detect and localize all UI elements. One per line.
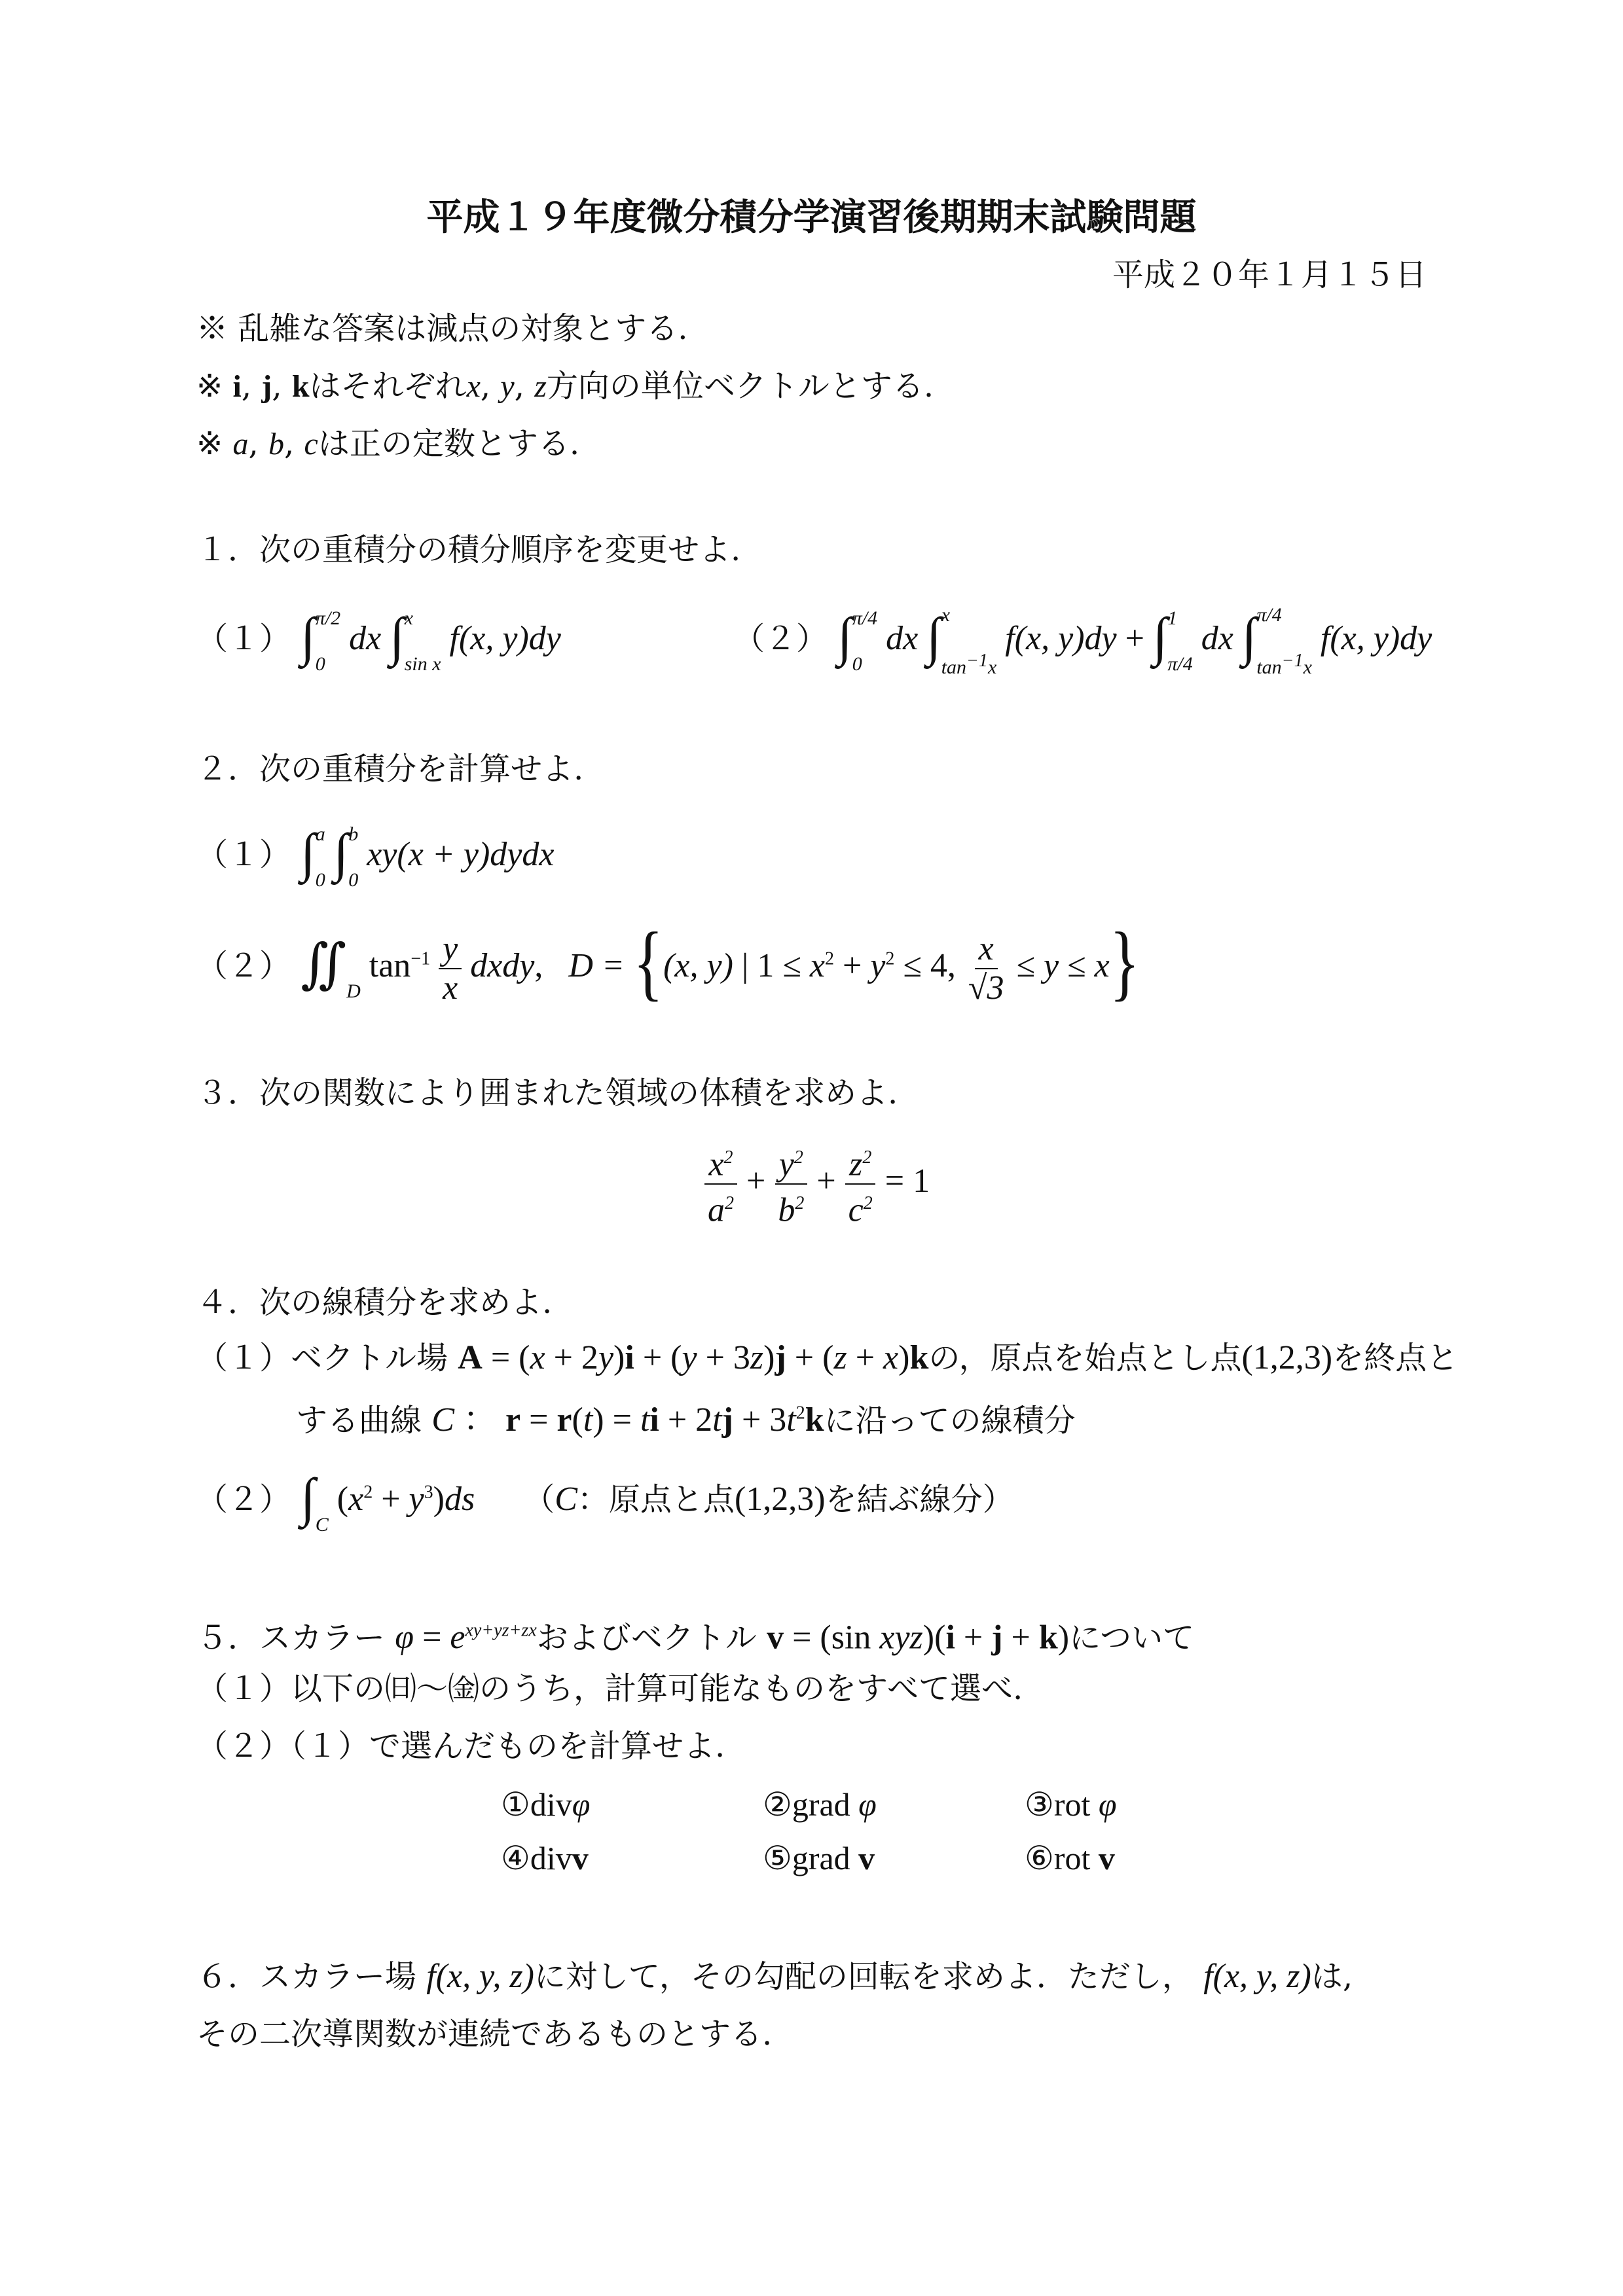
q5-heading: ５．スカラー $\varphi = e^{xy+yz+zx}$およびベクトル v = (sin xyz)(i + j + k)について (196, 1619, 1195, 1657)
q6-line1: ６．スカラー場 f(x, y, z)に対して，その勾配の回転を求めよ．ただし， f(x, y, z)は, (196, 1958, 1353, 1995)
note-2: ※ i, j, kはそれぞれx, y, z方向の単位ベクトルとする. (196, 368, 934, 404)
option-1: ①divφ (501, 1786, 591, 1823)
option-2: ②grad φ (763, 1786, 877, 1823)
q2-part1: （１） ∫ a 0 ∫ b 0 xy(x + y)dydx (196, 823, 555, 891)
option-3: ③rot φ (1025, 1786, 1117, 1823)
q4-part1-line1: （１）ベクトル場 A = (x + 2y)i + (y + 3z)j + (z + x)kの，原点を始点とし点(1,2,3)を終点と (196, 1339, 1459, 1376)
q6-line2: その二次導関数が連続であるものとする. (196, 2016, 773, 2053)
q5-part1: （１）以下の㈰～㈮のうち，計算可能なものをすべて選べ. (196, 1670, 1023, 1707)
note-3: ※ a, b, cは正の定数とする. (196, 425, 580, 462)
exam-date: 平成２０年１月１５日 (1112, 257, 1427, 293)
q1-heading: １．次の重積分の積分順序を変更せよ. (196, 531, 741, 568)
q4-part1-line2: する曲線 C ： r = r(t) = ti + $2tj + 3t^2k$に沿っての線積分 (296, 1401, 1076, 1439)
option-5: ⑤grad v (763, 1840, 875, 1876)
q2-heading: ２．次の重積分を計算せよ. (196, 751, 584, 787)
option-4: ④divv (501, 1840, 589, 1876)
q3-heading: ３．次の関数により囲まれた領域の体積を求めよ. (196, 1075, 898, 1111)
page-title: 平成１９年度微分積分学演習後期期末試験問題 (426, 196, 1197, 239)
q4-part2: （２） ∫ C $(x^2 + y^3)ds$ （C：原点と点(1,2,3)を結ぶ線分） (196, 1467, 1014, 1536)
q3-ellipsoid-equation: $\frac{x^2}{a^2}$ + $\frac{y^2}{b^2}$ + $\frac{z^2}{c^2}$ = 1 (704, 1132, 930, 1230)
option-6: ⑥rot v (1025, 1840, 1115, 1876)
q2-part2: （２） ∬ D $\tan^{-1}$ $\frac{y}{x}$ dxdy, D = {(x, y) | $1 \le x^2 + y^2 \le 4$, $\frac{x}{√3}$ ≤ y ≤ x} (196, 914, 1140, 1009)
q1-part2: （２） ∫ π/4 0 dx ∫ x $\tan^{-1}x$ f(x, y)dy + ∫ 1 π/4 dx ∫ π/4 $\tan^{-1}x$ f(x, y)dy (733, 604, 1432, 679)
q1-part1: （１） ∫ π/2 0 dx ∫ x sin x f(x, y)dy (196, 607, 561, 675)
note-1: ※ 乱雑な答案は減点の対象とする. (196, 310, 688, 347)
q4-heading: ４．次の線積分を求めよ. (196, 1284, 553, 1321)
q5-part2: （２）（１）で選んだものを計算せよ. (196, 1728, 725, 1765)
